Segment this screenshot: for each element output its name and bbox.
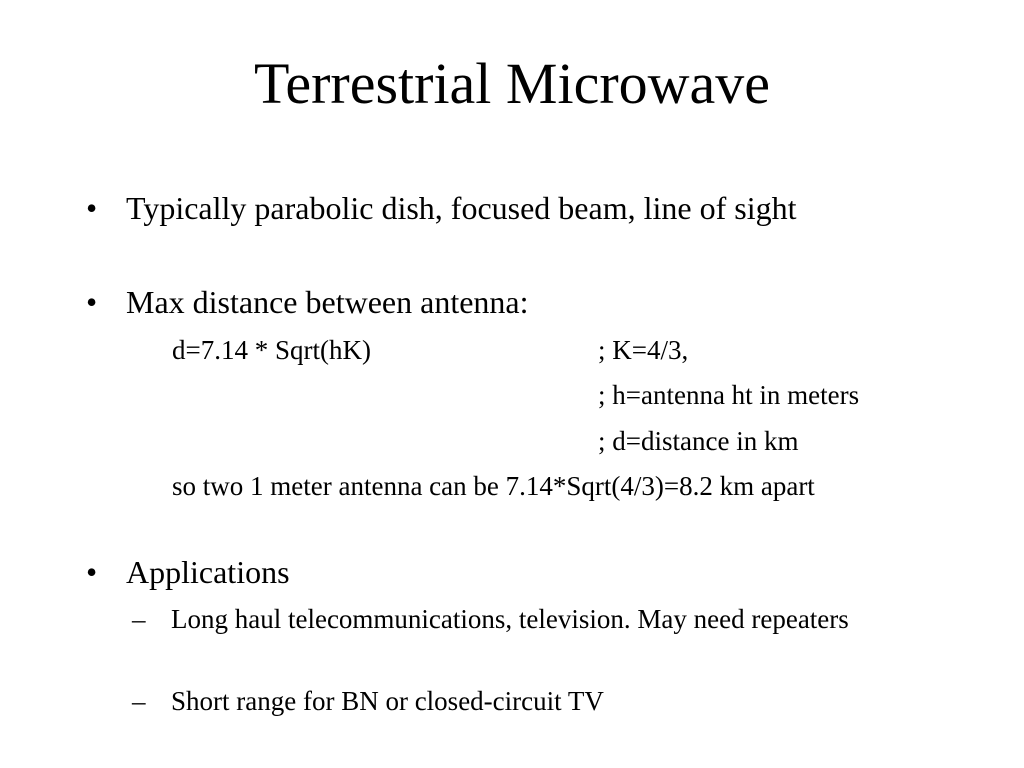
dash-marker: –	[132, 604, 146, 634]
sub-bullet-text: Short range for BN or closed-circuit TV	[171, 686, 604, 716]
slide-title: Terrestrial Microwave	[253, 51, 771, 116]
dash-marker: –	[132, 686, 146, 716]
bullet-text: Max distance between antenna:	[126, 284, 529, 320]
formula-note-d: ; d=distance in km	[598, 426, 799, 456]
bullet-text: Typically parabolic dish, focused beam, line of sight	[126, 190, 797, 226]
formula-expression: d=7.14 * Sqrt(hK)	[172, 335, 371, 365]
bullet-item-applications	[86, 552, 906, 592]
bullet-marker: •	[86, 284, 98, 320]
sub-bullet-text: Long haul telecommunications, television. May need repeaters	[171, 604, 849, 634]
formula-note-k: ; K=4/3,	[598, 335, 689, 365]
sub-bullet-long-haul	[132, 602, 932, 637]
bullet-item-max-distance	[86, 282, 906, 322]
bullet-marker: •	[86, 190, 98, 226]
bullet-item-line-of-sight	[86, 188, 906, 228]
bullet-marker: •	[86, 554, 98, 590]
formula-note-h: ; h=antenna ht in meters	[598, 380, 860, 410]
bullet-text: Applications	[126, 554, 290, 590]
sub-bullet-short-range	[132, 684, 932, 719]
formula-example: so two 1 meter antenna can be 7.14*Sqrt(4/3)=8.2 km apart	[172, 471, 815, 501]
